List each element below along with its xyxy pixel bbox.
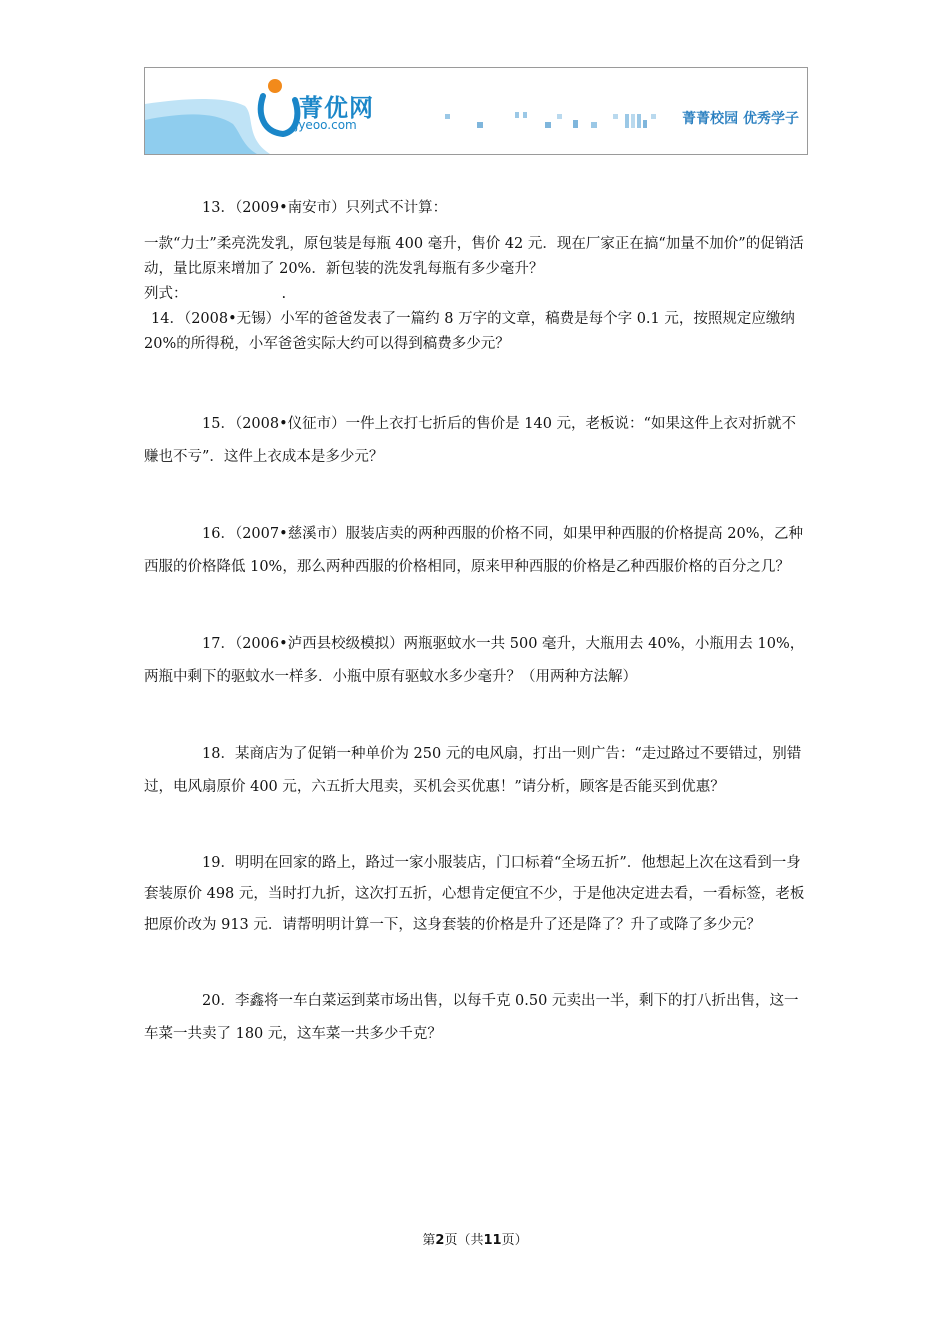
logo-domain: jyeoo.com <box>295 118 357 132</box>
decorative-dots <box>445 112 665 132</box>
question-13 <box>144 196 806 307</box>
question-13-body: 一款“力士”柔亮洗发乳，原包装是每瓶 400 毫升，售价 42 元．现在厂家正在搞“加量不加价”的促销活动，量比原来增加了 20%．新包装的洗发乳每瓶有多少毫升？ <box>144 236 804 277</box>
page-footer <box>0 1229 950 1248</box>
question-17-text: 17．（2006•泸西县校级模拟）两瓶驱蚊水一共 500 毫升，大瓶用去 40%，小瓶用去 10%，两瓶中剩下的驱蚊水一样多．小瓶中原有驱蚊水多少毫升？（用两种方法解） <box>144 636 805 685</box>
question-20-text: 20．李鑫将一车白菜运到菜市场出售，以每千克 0.50 元卖出一半，剩下的打八折出售，这一车菜一共卖了 180 元，这车菜一共多少千克？ <box>144 993 799 1042</box>
footer-prefix: 第 <box>422 1233 436 1248</box>
footer-mid: 页（共 <box>444 1233 484 1248</box>
question-15 <box>144 408 806 474</box>
question-18-text: 18．某商店为了促销一种单价为 250 元的电风扇，打出一则广告：“走过路过不要错过，别错过，电风扇原价 400 元，六五折大甩卖，买机会买优惠！”请分析，顾客是否能买到优惠？ <box>144 746 802 795</box>
question-18 <box>144 738 806 804</box>
question-14 <box>144 307 806 357</box>
question-13-formula <box>144 282 806 307</box>
question-17 <box>144 628 806 694</box>
question-13-title: 13．（2009•南安市）只列式不计算： <box>202 200 448 216</box>
question-16-text: 16．（2007•慈溪市）服装店卖的两种西服的价格不同，如果甲种西服的价格提高 20%，乙种西服的价格降低 10%，那么两种西服的价格相同，原来甲种西服的价格是乙种西服价格的百分之几？ <box>144 526 803 575</box>
footer-total-pages: 11 <box>483 1233 502 1248</box>
question-14-text: 14．（2008•无锡）小军的爸爸发表了一篇约 8 万字的文章，稿费是每个字 0.1 元，按照规定应缴纳 20%的所得税，小军爸爸实际大约可以得到稿费多少元？ <box>144 311 795 352</box>
header-banner <box>144 67 808 155</box>
formula-label: 列式： <box>144 286 188 302</box>
slogan: 菁菁校园 优秀学子 <box>682 111 799 127</box>
question-19 <box>144 848 806 941</box>
question-list <box>144 196 806 1051</box>
question-15-text: 15．（2008•仪征市）一件上衣打七折后的售价是 140 元，老板说：“如果这件上衣对折就不赚也不亏”．这件上衣成本是多少元？ <box>144 416 796 465</box>
formula-end: . <box>281 286 287 302</box>
question-16 <box>144 518 806 584</box>
footer-suffix: 页） <box>501 1233 528 1248</box>
footer-page-number: 2 <box>435 1233 445 1248</box>
question-20 <box>144 985 806 1051</box>
logo-text: 菁优网 <box>299 94 374 122</box>
question-19-text: 19．明明在回家的路上，路过一家小服装店，门口标着“全场五折”．他想起上次在这看到一身套装原价 498 元，当时打九折，这次打五折，心想肯定便宜不少，于是他决定进去看，一看标签，老板把原价改为 913 元．请帮明明计算一下，这身套装的价格是升了还是降了？升了或降了多少元？ <box>144 855 805 933</box>
